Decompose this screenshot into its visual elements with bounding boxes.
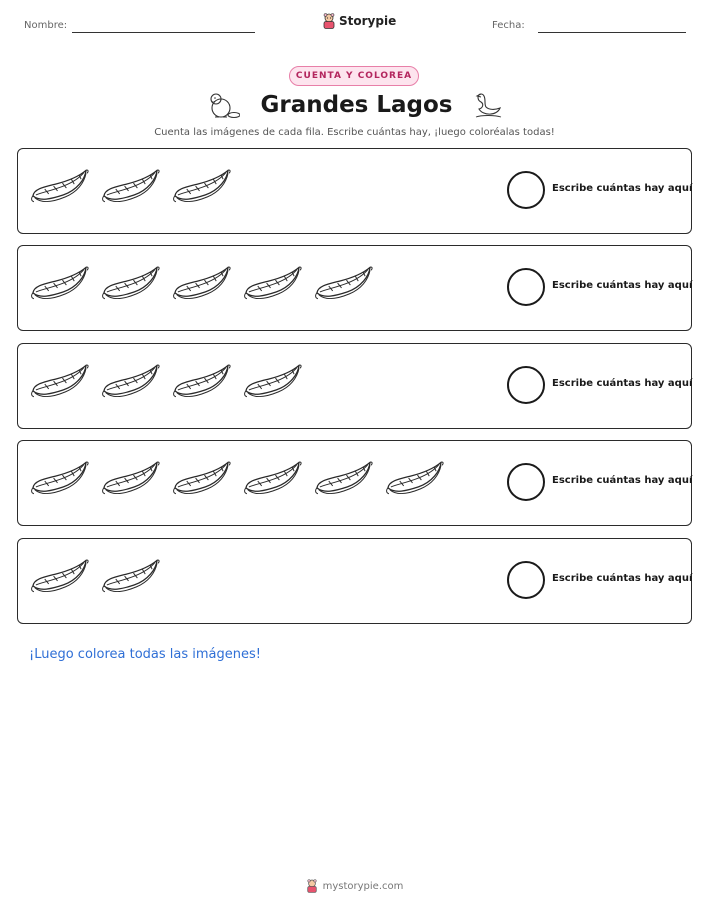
canoe-icon bbox=[172, 165, 231, 213]
canoe-icon bbox=[30, 457, 89, 505]
beaver-icon bbox=[206, 90, 240, 120]
storypie-mascot-icon bbox=[322, 13, 336, 29]
count-row bbox=[17, 343, 692, 429]
storypie-mascot-icon bbox=[306, 879, 318, 893]
canoe-icon bbox=[30, 555, 89, 603]
canoe-icon bbox=[243, 262, 302, 310]
date-label: Fecha: bbox=[492, 20, 525, 31]
canoe-group bbox=[30, 262, 373, 310]
canoe-icon bbox=[314, 262, 373, 310]
count-row bbox=[17, 538, 692, 624]
write-count-label: Escribe cuántas hay aquí bbox=[552, 183, 693, 194]
brand-logo bbox=[322, 13, 396, 29]
canoe-icon bbox=[101, 360, 160, 408]
date-line[interactable] bbox=[538, 32, 686, 33]
canoe-icon bbox=[172, 360, 231, 408]
title-row bbox=[0, 90, 709, 120]
write-count-label: Escribe cuántas hay aquí bbox=[552, 280, 693, 291]
canoe-group bbox=[30, 555, 160, 603]
canoe-icon bbox=[101, 555, 160, 603]
answer-circle[interactable] bbox=[507, 268, 545, 306]
swan-icon bbox=[473, 90, 503, 120]
canoe-icon bbox=[101, 262, 160, 310]
canoe-icon bbox=[30, 262, 89, 310]
canoe-icon bbox=[172, 457, 231, 505]
answer-circle[interactable] bbox=[507, 366, 545, 404]
canoe-icon bbox=[101, 457, 160, 505]
canoe-icon bbox=[30, 360, 89, 408]
answer-circle[interactable] bbox=[507, 171, 545, 209]
brand-name: Storypie bbox=[339, 14, 397, 28]
name-line[interactable] bbox=[72, 32, 255, 33]
canoe-icon bbox=[314, 457, 373, 505]
canoe-icon bbox=[101, 165, 160, 213]
canoe-icon bbox=[172, 262, 231, 310]
page-title: Grandes Lagos bbox=[260, 92, 453, 118]
answer-circle[interactable] bbox=[507, 463, 545, 501]
canoe-icon bbox=[243, 457, 302, 505]
count-row bbox=[17, 440, 692, 526]
canoe-group bbox=[30, 360, 302, 408]
write-count-label: Escribe cuántas hay aquí bbox=[552, 475, 693, 486]
site-url[interactable]: mystorypie.com bbox=[322, 880, 404, 892]
site-footer bbox=[0, 879, 709, 893]
canoe-icon bbox=[30, 165, 89, 213]
instructions: Cuenta las imágenes de cada fila. Escribe cuántas hay, ¡luego coloréalas todas! bbox=[154, 127, 555, 138]
name-label: Nombre: bbox=[24, 20, 68, 31]
write-count-label: Escribe cuántas hay aquí bbox=[552, 573, 693, 584]
color-instruction: ¡Luego colorea todas las imágenes! bbox=[29, 647, 261, 662]
canoe-icon bbox=[385, 457, 444, 505]
answer-circle[interactable] bbox=[507, 561, 545, 599]
canoe-icon bbox=[243, 360, 302, 408]
activity-badge: CUENTA Y COLOREA bbox=[289, 66, 419, 86]
count-row bbox=[17, 245, 692, 331]
canoe-group bbox=[30, 165, 231, 213]
write-count-label: Escribe cuántas hay aquí bbox=[552, 378, 693, 389]
canoe-group bbox=[30, 457, 444, 505]
count-row bbox=[17, 148, 692, 234]
